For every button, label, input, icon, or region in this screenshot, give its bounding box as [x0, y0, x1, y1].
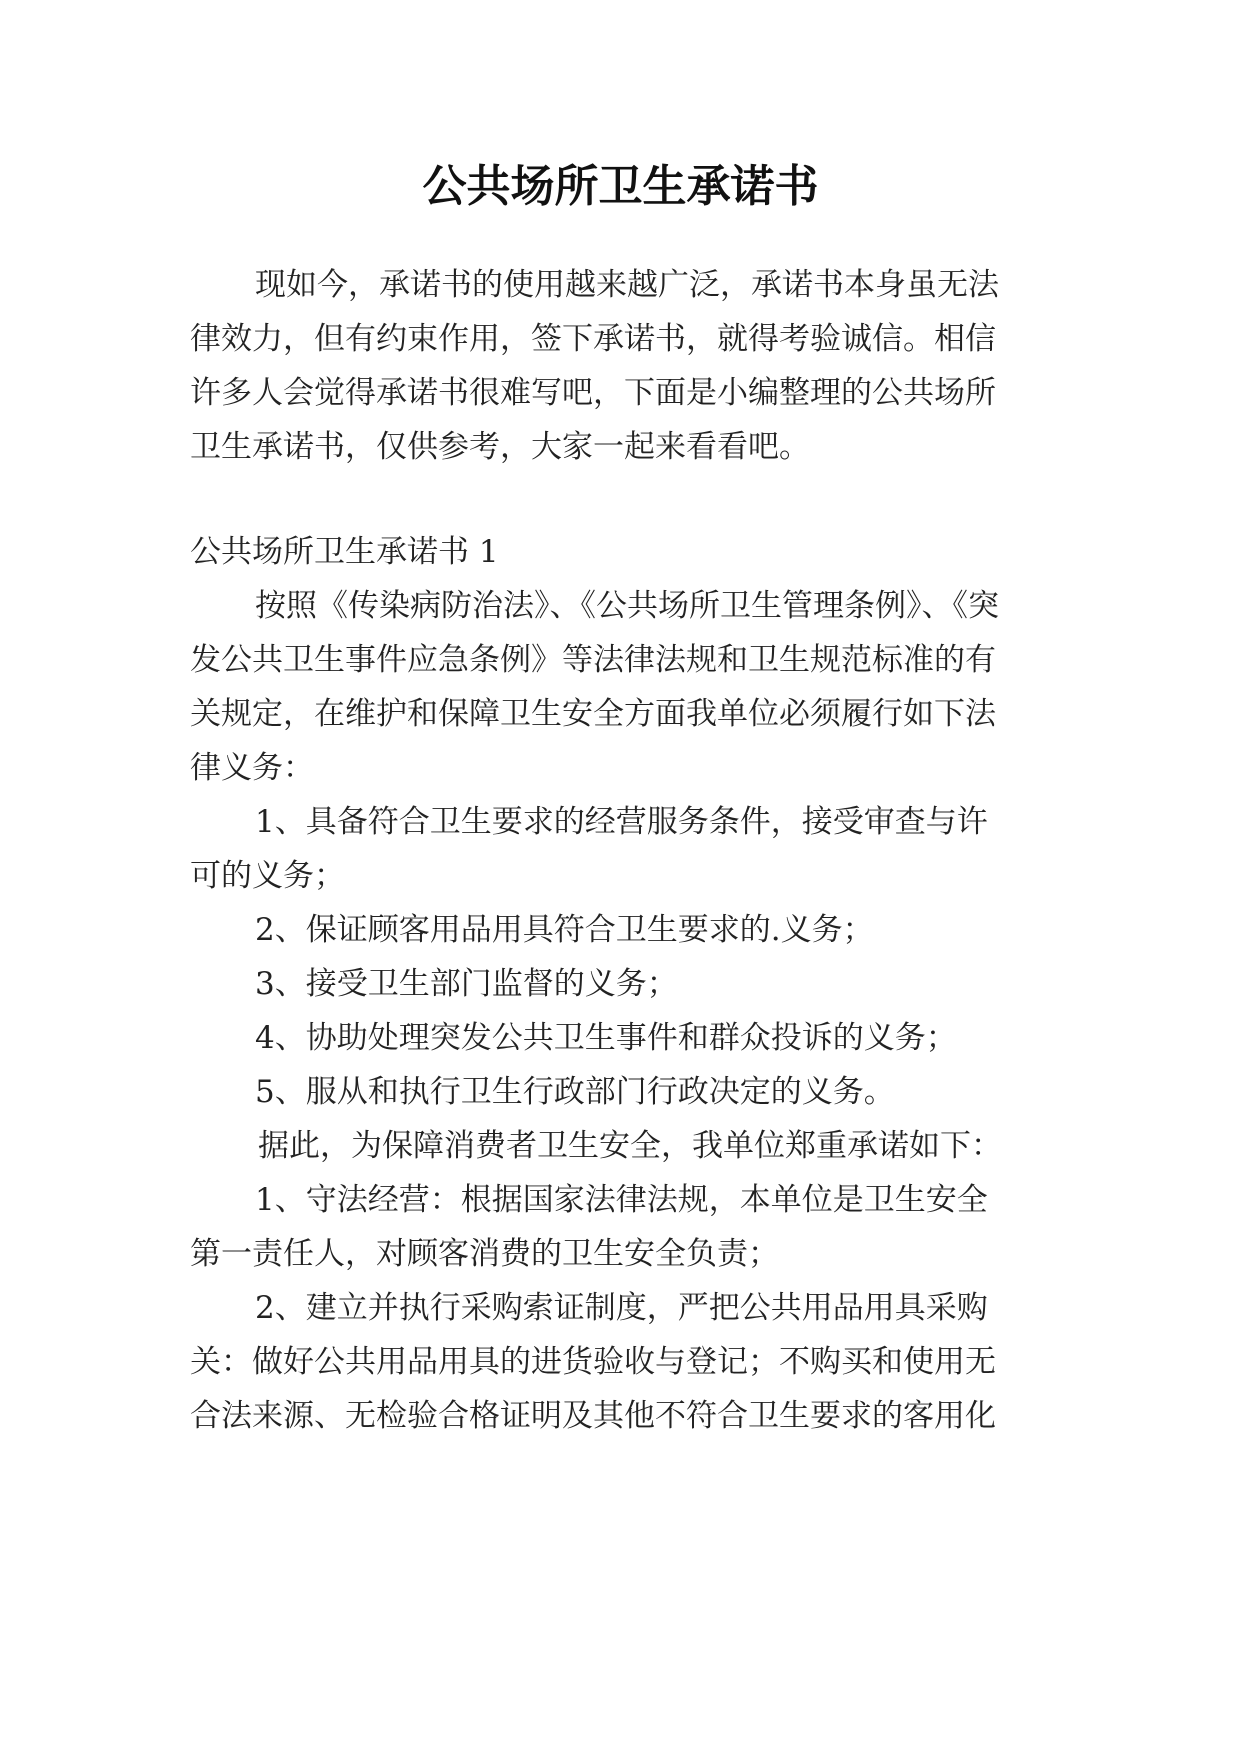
- para1-line-4: 律义务：: [190, 750, 314, 786]
- duty4-line: 4、协助处理突发公共卫生事件和群众投诉的义务；: [255, 1020, 957, 1056]
- intro-line-1: 现如今，承诺书的使用越来越广泛，承诺书本身虽无法: [255, 267, 999, 303]
- duty3-line: 3、接受卫生部门监督的义务；: [255, 966, 678, 1002]
- pledge2-line-2: 关：做好公共用品用具的进货验收与登记；不购买和使用无: [190, 1344, 996, 1380]
- pledge2-line-3: 合法来源、无检验合格证明及其他不符合卫生要求的客用化: [190, 1398, 996, 1434]
- pledge1-line-2: 第一责任人，对顾客消费的卫生安全负责；: [190, 1236, 779, 1272]
- duty1-line-2: 可的义务；: [190, 858, 345, 894]
- section-heading: 公共场所卫生承诺书 1: [190, 534, 499, 570]
- intro-line-3: 许多人会觉得承诺书很难写吧，下面是小编整理的公共场所: [190, 375, 996, 411]
- duty2-line: 2、保证顾客用品用具符合卫生要求的.义务；: [255, 912, 874, 948]
- intro-line-4: 卫生承诺书，仅供参考，大家一起来看看吧。: [190, 429, 810, 465]
- document-title: 公共场所卫生承诺书: [422, 161, 819, 212]
- duty1-line-1: 1、具备符合卫生要求的经营服务条件，接受审查与许: [255, 804, 988, 840]
- para1-line-2: 发公共卫生事件应急条例》等法律法规和卫生规范标准的有: [190, 642, 996, 678]
- pledge-intro-line: 据此，为保障消费者卫生安全，我单位郑重承诺如下：: [258, 1128, 1002, 1164]
- para1-line-3: 关规定，在维护和保障卫生安全方面我单位必须履行如下法: [190, 696, 996, 732]
- intro-line-2: 律效力，但有约束作用，签下承诺书，就得考验诚信。相信: [190, 321, 996, 357]
- duty5-line: 5、服从和执行卫生行政部门行政决定的义务。: [255, 1074, 895, 1110]
- pledge1-line-1: 1、守法经营：根据国家法律法规，本单位是卫生安全: [255, 1182, 988, 1218]
- pledge2-line-1: 2、建立并执行采购索证制度，严把公共用品用具采购: [255, 1290, 988, 1326]
- para1-line-1: 按照《传染病防治法》、《公共场所卫生管理条例》、《突: [255, 588, 999, 624]
